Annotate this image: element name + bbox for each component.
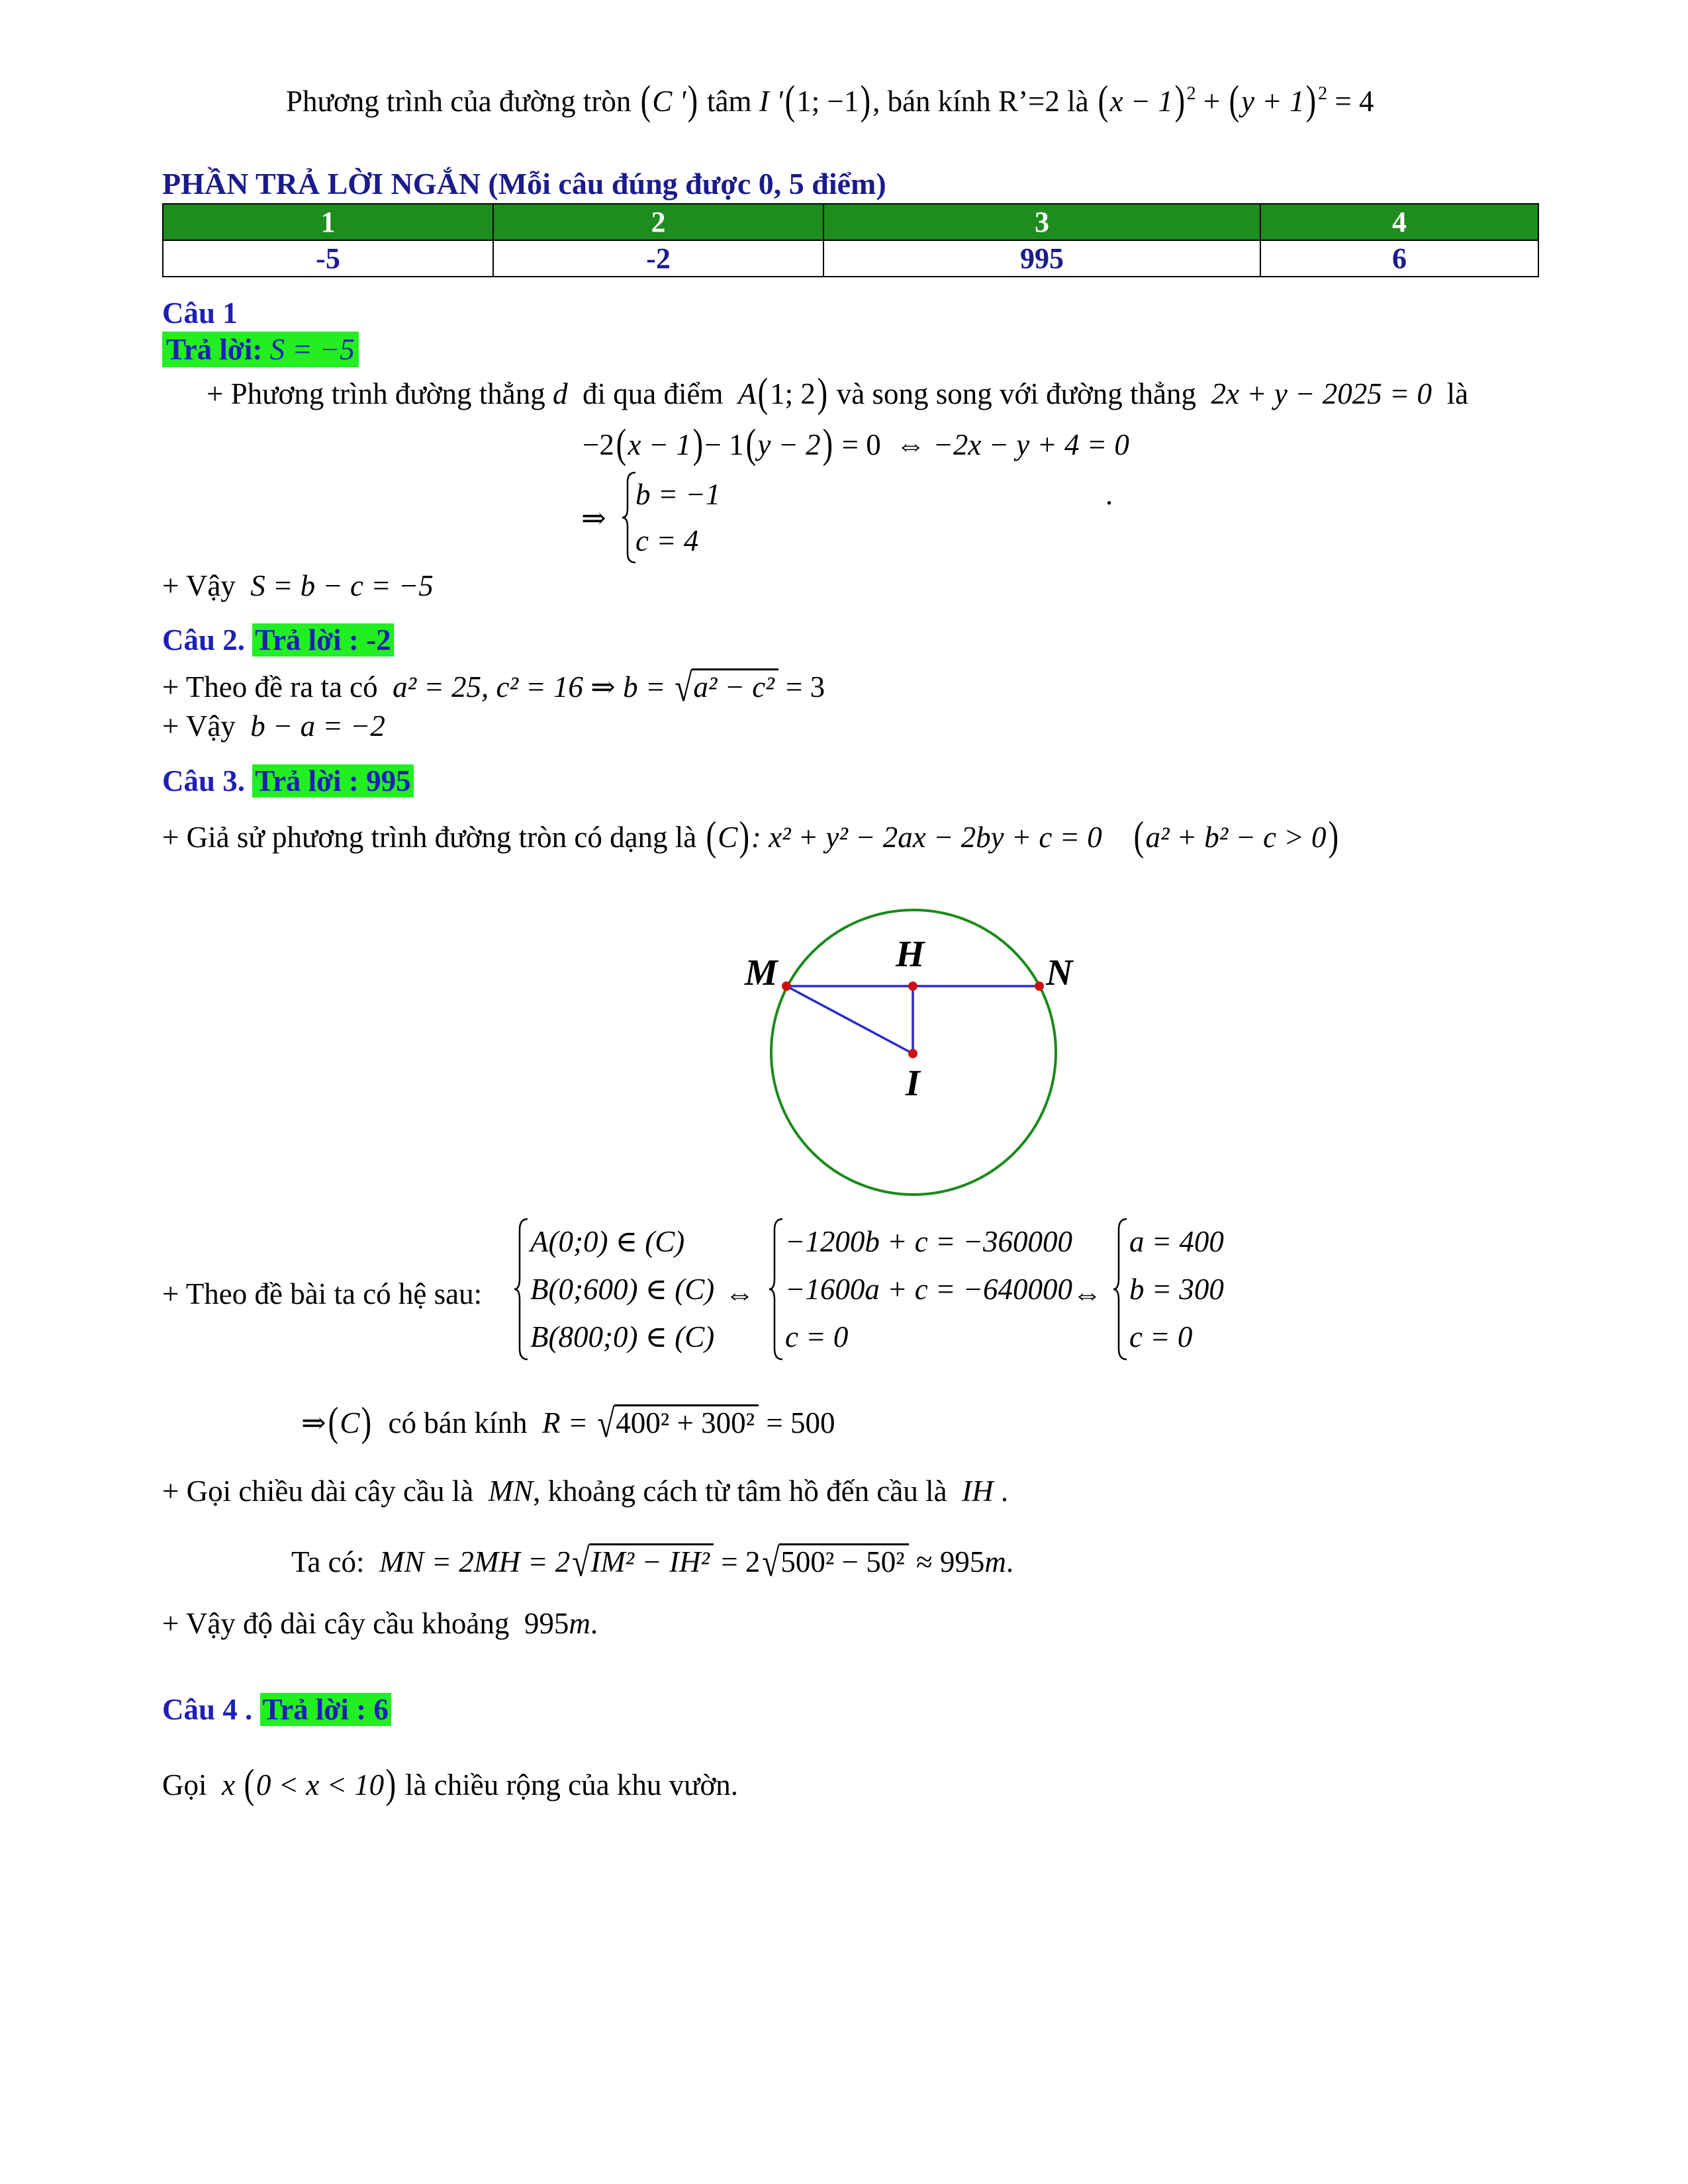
segment-MI [786, 986, 913, 1054]
q3-system-1-row: A(0;0) ∈ (C) [530, 1225, 685, 1258]
q1-implies: ⇒ [581, 502, 606, 535]
label-N: N [1046, 952, 1073, 993]
brace-icon [1112, 1218, 1129, 1361]
q3-radius: ⇒(C) có bán kính R = √400² + 300² = 500 [301, 1400, 835, 1445]
q3-header: Câu 3. Trả lời : 995 [162, 764, 414, 799]
q3-bridge: + Gọi chiều dài cây cầu là MN, khoảng cách từ tâm hồ đến cầu là IH . [162, 1475, 1009, 1508]
intro-line: Phương trình của đường tròn (C ') tâm I '(1; −1), bán kính R’=2 là $(x - 1)^2 + (y + 1)^2 = 4$ [286, 78, 1374, 123]
answer-header-cell: 1 [163, 204, 493, 240]
q1-equation: −2(x − 1)− 1(y − 2) = 0 ⇔ −2x − y + 4 = 0 [583, 422, 1129, 467]
q3-system-2-row: c = 0 [785, 1320, 849, 1353]
answer-header-cell: 2 [493, 204, 823, 240]
brace-icon [621, 471, 638, 564]
q3-system-3-row: b = 300 [1129, 1273, 1224, 1306]
label-H: H [896, 934, 925, 975]
q3-line1: + Giả sử phương trình đường tròn có dạng là (C): x² + y² − 2ax − 2by + c = 0 (a² + b² − c > 0) [162, 814, 1338, 859]
point-N [1035, 981, 1044, 991]
answer-table-header [163, 204, 1538, 240]
q3-calc: Ta có: MN = 2MH = 2√IM² − IH² = 2√500² − 50² ≈ 995m. [291, 1541, 1014, 1584]
q3-system-1-row: B(800;0) ∈ (C) [530, 1320, 715, 1353]
answer-value-cell: -5 [163, 240, 493, 277]
q3-sys-intro: + Theo đề bài ta có hệ sau: [162, 1277, 483, 1310]
short-answer-title: PHẦN TRẢ LỜI NGẮN (Mỗi câu đúng được 0, 5 điểm) [162, 167, 886, 201]
q3-system-1-row: B(0;600) ∈ (C) [530, 1273, 715, 1306]
q3-system-2 [768, 1218, 1072, 1361]
circle-diagram [728, 893, 1125, 1205]
q3-conclusion: + Vậy độ dài cây cầu khoảng 995m. [162, 1607, 598, 1640]
answer-value-cell: 995 [823, 240, 1260, 277]
q2-line2: + Vậy b − a = −2 [162, 709, 385, 743]
q1-conclusion: + Vậy S = b − c = −5 [162, 569, 434, 602]
q2-header: Câu 2. Trả lời : -2 [162, 623, 394, 658]
answer-table [162, 203, 1539, 277]
q3-equiv-1: ⇔ [725, 1277, 755, 1310]
point-M [782, 981, 791, 991]
q1-line1: + Phương trình đường thẳng d đi qua điểm A(1; 2) và song song với đường thẳng 2x + y − 2025 = 0 là [207, 371, 1469, 416]
label-I: I [906, 1063, 920, 1104]
q1-system-row: b = −1 [635, 478, 721, 511]
q3-system-3 [1112, 1218, 1224, 1361]
point-I [908, 1049, 917, 1058]
brace-icon [513, 1218, 530, 1361]
label-M: M [745, 952, 778, 993]
q4-header: Câu 4 . Trả lời : 6 [162, 1693, 391, 1727]
q1-label: Câu 1 [162, 296, 238, 330]
answer-header-cell: 3 [823, 204, 1260, 240]
q1-system [621, 471, 720, 564]
q3-equiv-2: ⇔ [1072, 1277, 1102, 1310]
answer-table-row [163, 240, 1538, 277]
q3-system-2-row: −1600a + c = −640000 [785, 1273, 1072, 1306]
q1-dot: . [1105, 478, 1113, 511]
answer-value-cell: -2 [493, 240, 823, 277]
point-H [908, 981, 917, 991]
answer-value-cell: 6 [1260, 240, 1538, 277]
answer-header-cell: 4 [1260, 204, 1538, 240]
q1-system-row: c = 4 [635, 524, 699, 557]
q3-system-3-row: c = 0 [1129, 1320, 1193, 1353]
q1-answer: Trả lời: S = −5 [162, 333, 359, 367]
q4-line1: Gọi x (0 < x < 10) là chiều rộng của khu vườn. [162, 1762, 739, 1807]
q3-system-1 [513, 1218, 714, 1361]
brace-icon [768, 1218, 785, 1361]
q3-system-3-row: a = 400 [1129, 1225, 1224, 1258]
q3-system-2-row: −1200b + c = −360000 [785, 1225, 1072, 1258]
q2-line1: + Theo đề ra ta có a² = 25, c² = 16 ⇒ b = √a² − c² = 3 [162, 666, 825, 709]
